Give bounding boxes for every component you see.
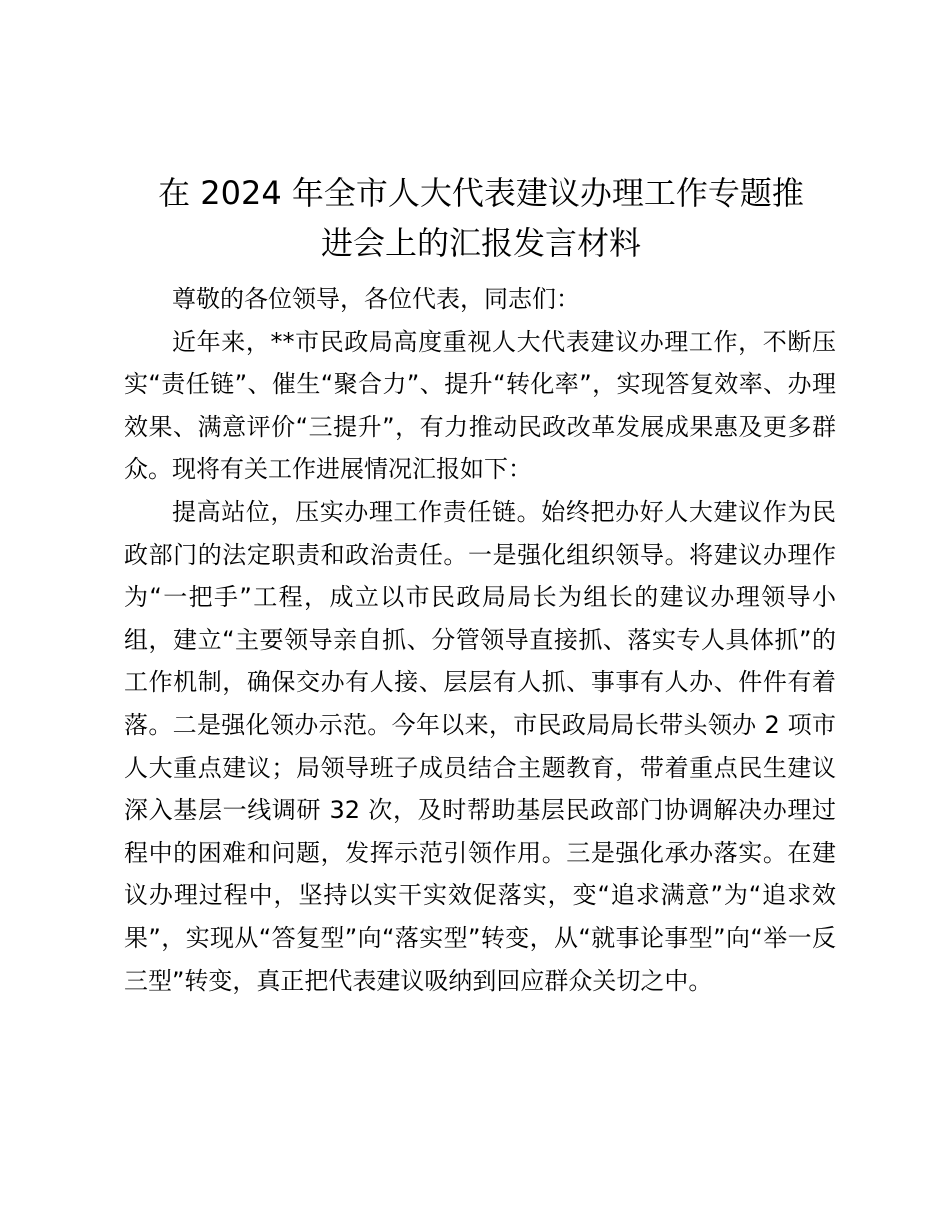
intro-paragraph: 近年来，**市民政局高度重视人大代表建议办理工作，不断压实“责任链”、催生“聚合力”、提升“转化率”，实现答复效率、办理效果、满意评价“三提升”，有力推动民政改革发展成果惠及更多群众。现将有关工作进展情况汇报如下： (124, 327, 836, 484)
salutation-paragraph: 尊敬的各位领导，各位代表，同志们： (172, 285, 580, 313)
title-line-2: 进会上的汇报发言材料 (320, 224, 641, 262)
document-body (124, 278, 836, 1002)
section-paragraph: 提高站位，压实办理工作责任链。始终把办好人大建议作为民政部门的法定职责和政治责任。一是强化组织领导。将建议办理作为“一把手”工程，成立以市民政局局长为组长的建议办理领导小组，建立“主要领导亲自抓、分管领导直接抓、落实专人具体抓”的工作机制，确保交办有人接、层层有人抓、事事有人办、件件有着落。二是强化领办示范。今年以来，市民政局局长带头领办 2 项市人大重点建议；局领导班子成员结合主题教育，带着重点民生建议深入基层一线调研 32 次，及时帮助基层民政部门协调解决办理过程中的困难和问题，发挥示范引领作用。三是强化承办落实。在建议办理过程中，坚持以实干实效促落实，变“追求满意”为“追求效果”，实现从“答复型”向“落实型”转变，从“就事论事型”向“举一反三型”转变，真正把代表建议吸纳到回应群众关切之中。 (124, 497, 836, 995)
title-line-1: 在 2024 年全市人大代表建议办理工作专题推 (158, 174, 804, 212)
document-title (125, 168, 837, 268)
